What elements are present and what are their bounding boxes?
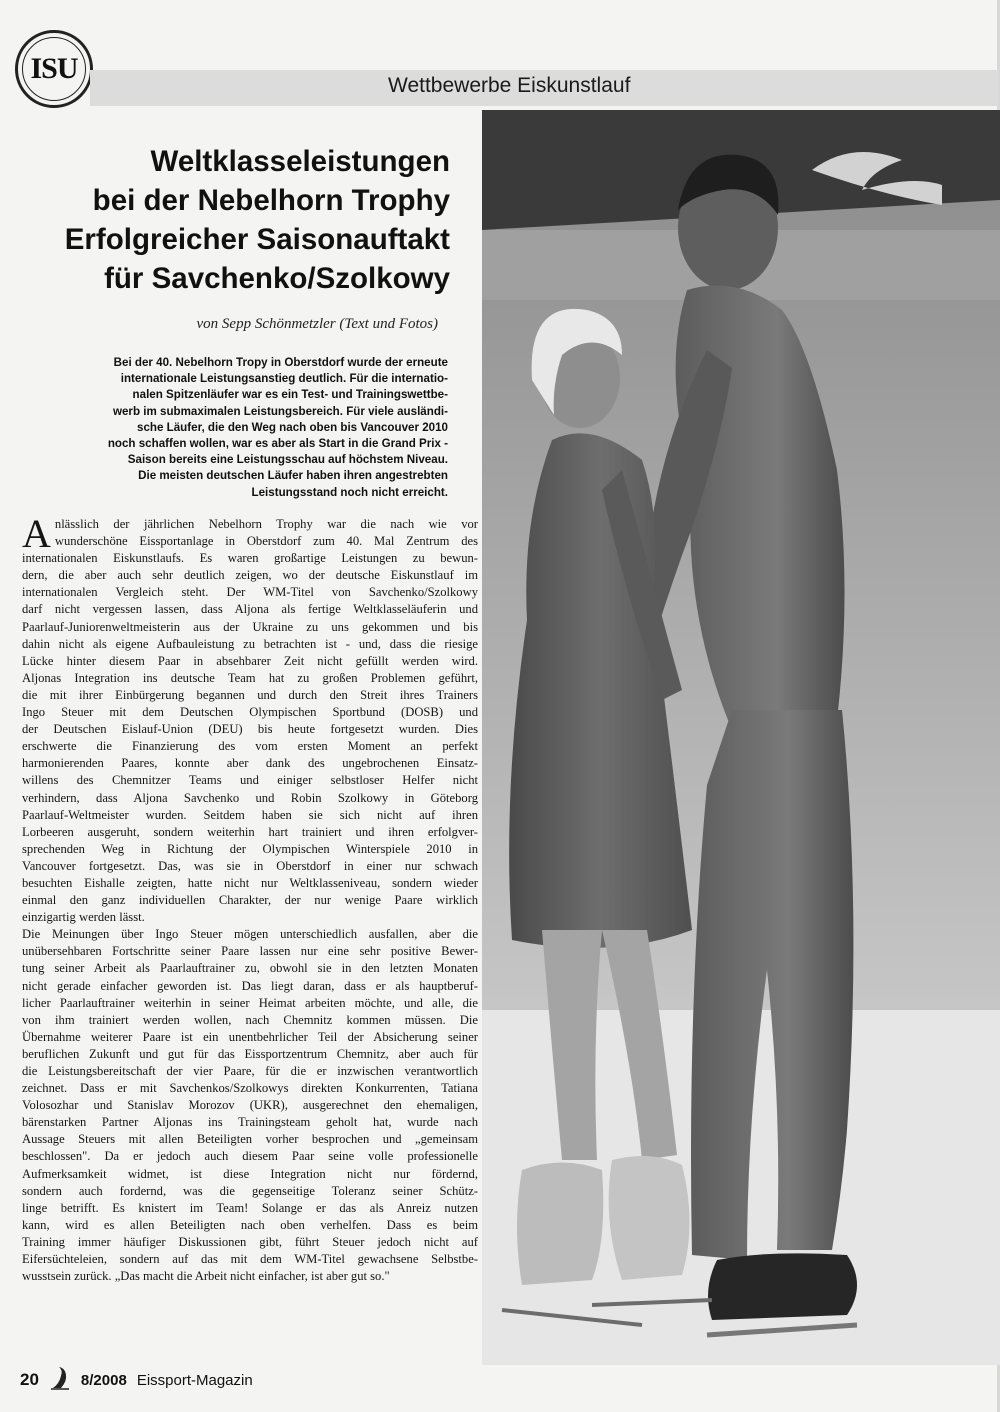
magazine-name: Eissport-Magazin	[136, 1371, 253, 1389]
lead-line: Leistungsstand noch nicht erreicht.	[251, 485, 448, 499]
isu-logo	[15, 30, 93, 108]
headline-line: bei der Nebelhorn Trophy	[92, 184, 450, 217]
body-line: zeichnet. Dass er mit Savchenkos/Szolkowys direkten Konkurrenten, Tatiana	[22, 1081, 478, 1096]
body-line: nlässlich der jährlichen Nebelhorn Trophy war die nach wie vor	[54, 517, 478, 531]
body-line: von ihm trainiert werden wollen, nach Chemnitz kommen müssen. Die	[22, 1012, 478, 1027]
section-title: Wettbewerbe Eiskunstlauf	[388, 74, 631, 97]
skating-pair-photo	[482, 110, 1000, 1365]
body-line: internationalen Vergleich steht. Der WM-Titel von Savchenko/Szolkowy	[22, 585, 478, 600]
body-line: Lücke hinter diesem Paar in absehbarer Zeit nicht gefüllt werden wird.	[22, 653, 478, 668]
body-line: Aljonas Integration ins deutsche Team hat zu großen Problemen geführt,	[22, 670, 478, 685]
page-number: 20	[20, 1370, 39, 1389]
lead-line: sche Läufer, die den Weg nach oben bis Vancouver 2010	[137, 420, 448, 434]
female-skate-right	[609, 1156, 690, 1280]
body-line: sondern auch fordernd, was die gegenseitige Toleranz seiner Schütz-	[22, 1183, 478, 1198]
issue-number: 8/2008	[80, 1371, 127, 1389]
lead-line: nalen Spitzenläufer war es ein Test- und Trainingswettbe-	[132, 388, 448, 402]
body-line: Volosozhar und Stanislav Morozov (UKR), ausgerechnet den ehemaligen,	[22, 1098, 478, 1113]
body-line: willens des Chemnitzer Teams und einiger selbstloser Helfer nicht	[22, 773, 478, 788]
body-line: Lorbeeren ausgeruht, sondern weiterhin hart trainiert und ihren erfolgver-	[22, 824, 478, 839]
lead-line: Saison bereits eine Leistungsschau auf höchstem Niveau.	[127, 453, 448, 467]
body-line: Training immer häufiger Diskussionen gibt, führt Steuer jedoch nicht auf	[22, 1234, 478, 1249]
body-line: verhindern, dass Aljona Savchenko und Robin Szolkowy in Göteborg	[22, 790, 478, 805]
headline-line: Weltklasseleistungen	[150, 145, 450, 178]
lead-line: werb im submaximalen Leistungsbereich. Für viele ausländi-	[112, 404, 448, 418]
lead-line: internationale Leistungsanstieg deutlich. Für die internatio-	[120, 372, 448, 386]
body-line: licher Paarlauftrainer weiterhin in seiner Heimat arbeiten möchte, und alle, die	[22, 995, 478, 1010]
body-line: harmonierenden Paares, konnte aber dank des ungebrochenen Einsatz-	[22, 756, 478, 771]
body-line: linge betrifft. Es knistert im Team! Solange er das als Anreiz nutzen	[22, 1200, 478, 1215]
headline-line: für Savchenko/Szolkowy	[104, 262, 450, 295]
body-line: erschwerte die Finanzierung des vom ersten Moment an perfekt	[22, 739, 478, 754]
body-line: wusstsein zurück. „Das macht die Arbeit nicht einfacher, ist aber gut so."	[22, 1269, 390, 1284]
body-line: tung seiner Arbeit als Paarlauftrainer zu, obwohl sie in den letzten Monaten	[22, 961, 478, 976]
female-skate-left	[517, 1163, 603, 1286]
body-line: Ingo Steuer mit dem Deutschen Olympischen Sportbund (DOSB) und	[22, 705, 478, 720]
body-line: einmal den ganz individuellen Charakter, der nur wenige Paare wirklich	[22, 893, 478, 908]
lead-paragraph	[30, 355, 448, 501]
magazine-logo-icon	[49, 1366, 71, 1394]
body-line: die mit ihrer Einbürgerung begannen und durch den Streit ihres Trainers	[22, 687, 478, 702]
body-line: kann, wird es allen Beteiligten nach oben verhelfen. Dass es beim	[22, 1217, 478, 1232]
body-line: Paarlauf-Weltmeister wurden. Seitdem haben sie sich nicht auf ihren	[22, 807, 478, 822]
paragraph-2	[22, 926, 478, 1285]
body-line: Aussage Steuers mit allen Beteiligten vorher besprochen und „gemeinsam	[22, 1132, 478, 1147]
body-line: der Deutschen Eislauf-Union (DEU) bis heute fortgesetzt wurden. Dies	[22, 722, 478, 737]
lead-line: noch schaffen wollen, war es aber als Start in die Grand Prix -	[107, 437, 448, 451]
body-line: Übernahme weiterer Paare ist ein unentbehrlicher Teil der Absicherung seiner	[22, 1029, 478, 1044]
body-line: internationalen Eiskunstlaufs. Es waren großartige Leistungen zu bewun-	[22, 551, 478, 566]
male-skate	[708, 1253, 857, 1320]
body-line: Vancouver fortgesetzt. Das, was sie in Oberstdorf in einer nur schwach	[22, 858, 478, 873]
body-line: Die Meinungen über Ingo Steuer mögen unterschiedlich ausfallen, aber die	[22, 927, 478, 942]
body-line: beschlossen". Da er jedoch auch diesem Paar seine volle professionelle	[22, 1149, 478, 1164]
lead-line: Die meisten deutschen Läufer haben ihren angestrebten	[138, 469, 448, 483]
body-line: Aufmerksamkeit widmet, ist diese Integration nicht nur fördernd,	[22, 1166, 478, 1181]
headline-line: Erfolgreicher Saisonauftakt	[64, 223, 450, 256]
body-line: darf nicht vergessen lassen, dass Aljona als fertige Weltklasseläuferin und	[22, 602, 478, 617]
body-line: beruflichen Zukunft und gut für das Eissportzentrum Chemnitz, aber auch für	[22, 1046, 478, 1061]
body-line: bärenstarken Partner Aljonas ins Trainingsteam geholt hat, wurde nach	[22, 1115, 478, 1130]
body-line: besuchten Eishalle zeigten, hatte nicht nur Weltklasseniveau, sondern wieder	[22, 875, 478, 890]
body-line: dern, die aber auch sehr deutlich zeigen, wo der deutsche Eiskunstlauf im	[22, 568, 478, 583]
paragraph-1-opening	[22, 511, 478, 556]
article-headline	[40, 142, 450, 298]
body-line: wunderschöne Eissportanlage in Oberstdorf zum 40. Mal Zentrum des	[54, 534, 478, 549]
body-line: dahin nicht als eigene Aufbauleistung zu betrachten ist - und, dass die riesige	[22, 636, 478, 651]
body-line: unübersehbaren Fortschritte seiner Paare lassen nur eine sehr positive Bewer-	[22, 944, 478, 959]
body-line: sprechenden Weg in Richtung der Olympischen Winterspiele 2010 in	[22, 841, 478, 856]
body-line: die Leistungsbereitschaft der vier Paare, für die er inzwischen verantwortlich	[22, 1064, 478, 1078]
drop-cap: A	[22, 511, 51, 556]
lead-line: Bei der 40. Nebelhorn Tropy in Oberstdorf wurde der erneute	[113, 356, 448, 369]
body-line: nicht gerade einfacher geworden ist. Das liegt daran, dass er als hauptberuf-	[22, 978, 478, 993]
byline: von Sepp Schönmetzler (Text und Fotos)	[196, 316, 438, 332]
paragraph-1	[22, 550, 478, 909]
body-line: einzigartig werden lässt.	[22, 910, 145, 925]
article-body	[22, 511, 478, 1285]
body-line: Eifersüchteleien, sondern auf das mit dem WM-Titel gewachsene Selbstbe-	[22, 1252, 478, 1267]
body-line: Paarlauf-Juniorenweltmeisterin aus der Ukraine zu uns gekommen und bis	[22, 619, 478, 634]
page-footer	[20, 1367, 253, 1393]
logo-text: ISU	[30, 52, 78, 85]
